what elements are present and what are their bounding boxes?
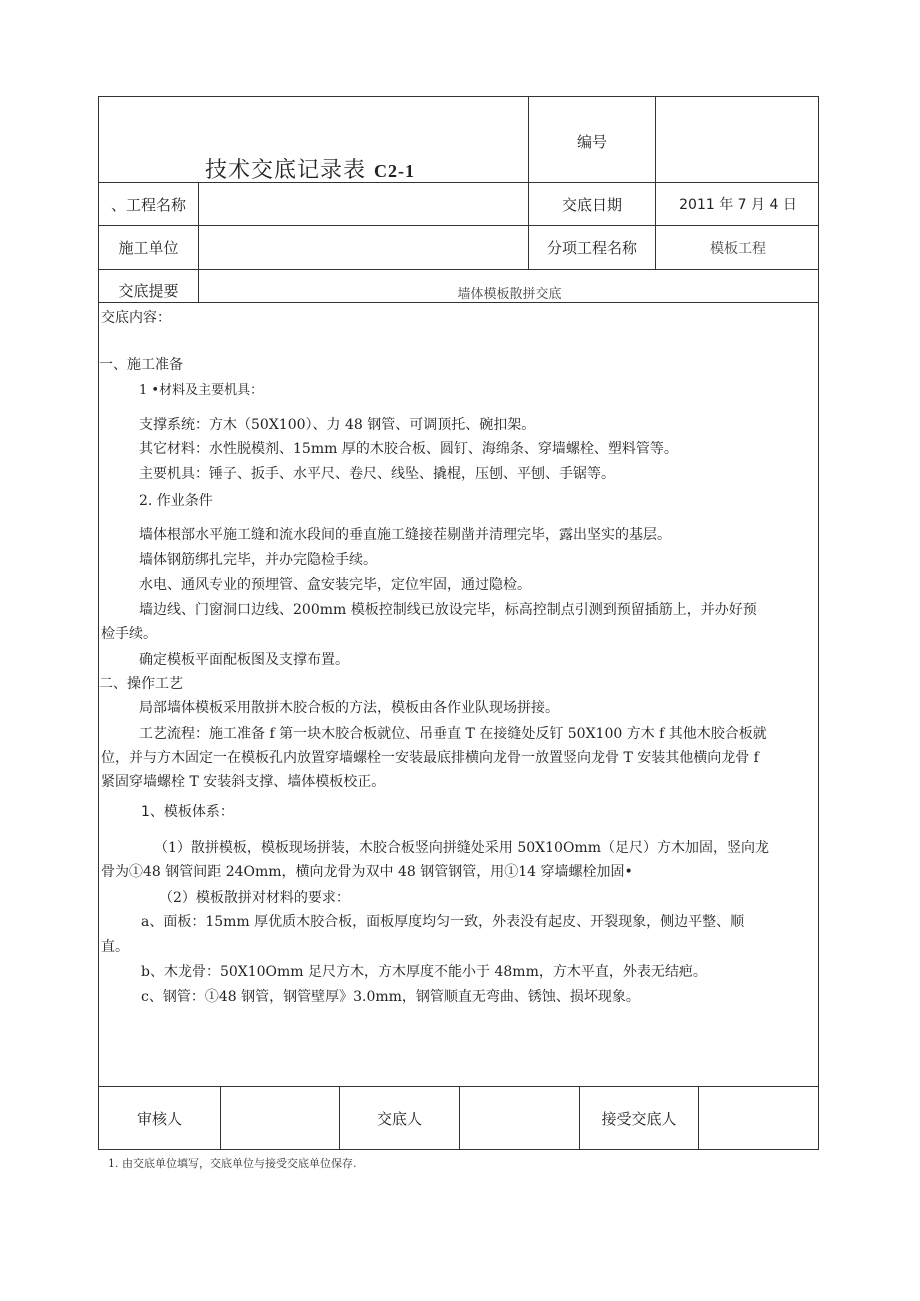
- content-line: b、木龙骨：50X10Omm 足尺方木，方木厚度不能小于 48mm，方木平直，外表无结疤。: [141, 964, 707, 980]
- subproject-label: 分项工程名称: [546, 239, 637, 257]
- number-value[interactable]: [656, 131, 820, 151]
- receiver-label: 接受交底人: [601, 1110, 677, 1128]
- content-line: 局部墙体模板采用散拼木胶合板的方法，模板由各作业队现场拼接。: [139, 700, 559, 716]
- content-line: 其它材料：水性脱模剂、15mm 厚的木胶合板、圆钉、海绵条、穿墙螺栓、塑料管等。: [139, 441, 678, 457]
- content-line: （2）模板散拼对材料的要求：: [159, 890, 350, 906]
- contractor-label: 施工单位: [118, 239, 179, 257]
- summary-value[interactable]: 墙体模板散拼交底: [457, 286, 562, 302]
- discloser-label: 交底人: [376, 1110, 422, 1128]
- content-line: 检手续。: [101, 626, 157, 642]
- form-footnote: 1. 由交底单位填写，交底单位与接受交底单位保存.: [108, 1157, 357, 1170]
- reviewer-value[interactable]: [221, 1087, 339, 1150]
- row-divider: [99, 269, 818, 270]
- form-title-text: 技术交底记录表: [205, 158, 367, 183]
- disclosure-record-form: [98, 96, 819, 1150]
- content-line: 位，并与方木固定一在模板孔内放置穿墙螺栓一安装最底排横向龙骨一放置竖向龙骨 T 安装其他横向龙骨 f: [101, 750, 759, 766]
- summary-label: 交底提要: [118, 281, 179, 300]
- form-code: C2-1: [374, 161, 416, 181]
- contractor-value[interactable]: [199, 226, 528, 269]
- content-line: 紧固穿墙螺栓 T 安装斜支撑、墙体模板校正。: [101, 774, 386, 790]
- content-line: 墙体钢筋绑扎完毕，并办完隐检手续。: [139, 552, 377, 568]
- receiver-value[interactable]: [699, 1087, 820, 1150]
- content-line: 1 •材料及主要机具：: [139, 383, 264, 398]
- number-label: 编号: [576, 132, 607, 151]
- content-line: 骨为①48 钢管间距 24Omm，横向龙骨为双中 48 钢管钢管，用①14 穿墙螺栓加固•: [101, 864, 633, 880]
- content-line: 主要机具：锤子、扳手、水平尺、卷尺、线坠、撬棍，压刨、平刨、手锯等。: [139, 466, 615, 482]
- date-value[interactable]: 2011 年 7 月 4 日: [679, 197, 797, 213]
- date-label: 交底日期: [561, 195, 622, 214]
- section-heading: 二、操作工艺: [99, 676, 183, 692]
- form-title: [205, 153, 415, 184]
- content-heading: 交底内容：: [101, 310, 171, 326]
- row-divider: [99, 302, 818, 303]
- content-line: 工艺流程：施工准备 f 第一块木胶合板就位、吊垂直 T 在接缝处反钉 50X100 方木 f 其他木胶合板就: [139, 726, 767, 742]
- subproject-value[interactable]: 模板工程: [710, 240, 766, 257]
- content-line: 墙边线、门窗洞口边线、200mm 模板控制线已放设完毕，标高控制点引测到预留插筋上，并办好预: [139, 602, 757, 618]
- content-line: 确定模板平面配板图及支撑布置。: [139, 652, 349, 668]
- content-line: 直。: [101, 939, 129, 955]
- project-name-label: 、工程名称: [110, 195, 186, 214]
- discloser-value[interactable]: [460, 1087, 579, 1150]
- section-heading: 一、施工准备: [99, 357, 183, 373]
- content-line: 墙体根部水平施工缝和流水段间的垂直施工缝接茬剔凿并清理完毕，露出坚实的基层。: [139, 527, 671, 543]
- project-name-value[interactable]: [199, 183, 528, 225]
- content-line: （1）散拼模板，模板现场拼装，木胶合板竖向拼缝处采用 50X10Omm（足尺）方木加固，竖向龙: [154, 840, 769, 856]
- content-line: c、钢管：①48 钢管，钢管壁厚》3.0mm，钢管顺直无弯曲、锈蚀、损坏现象。: [141, 989, 640, 1005]
- content-line: 2. 作业条件: [139, 493, 213, 509]
- content-line: 水电、通风专业的预埋管、盒安装完毕，定位牢固，通过隐检。: [139, 577, 531, 593]
- subsection-heading: 1、模板体系：: [141, 804, 234, 820]
- content-line: a、面板：15mm 厚优质木胶合板，面板厚度均匀一致，外表没有起皮、开裂现象，侧边平整、顺: [141, 914, 745, 930]
- content-line: 支撑系统：方木（50X100）、力 48 钢管、可调顶托、碗扣架。: [139, 417, 536, 433]
- reviewer-label: 审核人: [136, 1110, 182, 1128]
